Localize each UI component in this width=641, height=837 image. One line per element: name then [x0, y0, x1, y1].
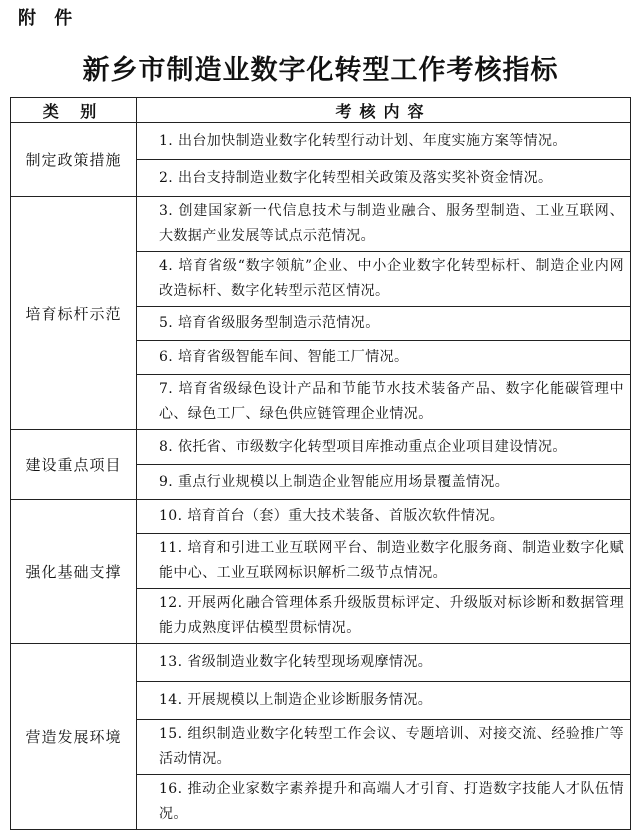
table-row: [11, 123, 631, 160]
item-cell: [137, 375, 631, 430]
category-cell: 制定政策措施: [11, 123, 137, 197]
category-cell: 强化基础支撑: [11, 500, 137, 644]
category-cell: 建设重点项目: [11, 430, 137, 500]
item-cell: [137, 534, 631, 589]
item-cell: [137, 123, 631, 160]
item-cell: [137, 252, 631, 307]
item-text: 5. 培育省级服务型制造示范情况。: [159, 315, 380, 331]
item-text: 1. 出台加快制造业数字化转型行动计划、年度实施方案等情况。: [159, 132, 567, 149]
table-row: [11, 644, 631, 682]
document-title: 新乡市制造业数字化转型工作考核指标: [82, 55, 559, 86]
item-text: 6. 培育省级智能车间、智能工厂情况。: [159, 349, 409, 365]
item-cell: [137, 775, 631, 830]
item-text: 9. 重点行业规模以上制造企业智能应用场景覆盖情况。: [159, 473, 510, 490]
item-cell: [137, 500, 631, 534]
attachment-label: 附 件: [18, 8, 79, 29]
table-row: [11, 197, 631, 252]
item-text: 2. 出台支持制造业数字化转型相关政策及落实奖补资金情况。: [159, 169, 553, 186]
item-text: 13. 省级制造业数字化转型现场观摩情况。: [159, 654, 433, 670]
item-cell: [137, 307, 631, 341]
table-row: [11, 500, 631, 534]
item-text: 15. 组织制造业数字化转型工作会议、专题培训、对接交流、经验推广等活动情况。: [159, 726, 624, 767]
category-cell: 培育标杆示范: [11, 197, 137, 430]
item-cell: [137, 720, 631, 775]
item-cell: [137, 589, 631, 644]
item-cell: [137, 682, 631, 720]
item-cell: [137, 197, 631, 252]
item-cell: [137, 465, 631, 500]
item-text: 14. 开展规模以上制造企业诊断服务情况。: [159, 692, 433, 708]
item-text: 11. 培育和引进工业互联网平台、制造业数字化服务商、制造业数字化赋能中心、工业互联网标识解析二级节点情况。: [159, 540, 624, 581]
item-cell: [137, 160, 631, 197]
item-text: 8. 依托省、市级数字化转型项目库推动重点企业项目建设情况。: [159, 438, 567, 455]
indicator-table: [10, 97, 631, 830]
column-header-category: 类 别: [11, 98, 137, 123]
item-text: 7. 培育省级绿色设计产品和节能节水技术装备产品、数字化能碳管理中心、绿色工厂、绿色供应链管理企业情况。: [159, 381, 624, 422]
table-header-row: [11, 98, 631, 123]
item-text: 4. 培育省级“数字领航”企业、中小企业数字化转型标杆、制造企业内网改造标杆、数字化转型示范区情况。: [159, 258, 624, 299]
item-cell: [137, 341, 631, 375]
table-row: [11, 430, 631, 465]
item-text: 10. 培育首台（套）重大技术装备、首版次软件情况。: [159, 508, 505, 524]
category-cell: 营造发展环境: [11, 644, 137, 830]
item-cell: [137, 644, 631, 682]
column-header-content: 考核内容: [137, 98, 631, 123]
item-cell: [137, 430, 631, 465]
item-text: 16. 推动企业家数字素养提升和高端人才引育、打造数字技能人才队伍情况。: [159, 781, 624, 822]
item-text: 12. 开展两化融合管理体系升级版贯标评定、升级版对标诊断和数据管理能力成熟度评估模型贯标情况。: [159, 595, 624, 636]
item-text: 3. 创建国家新一代信息技术与制造业融合、服务型制造、工业互联网、大数据产业发展等试点示范情况。: [159, 203, 624, 244]
